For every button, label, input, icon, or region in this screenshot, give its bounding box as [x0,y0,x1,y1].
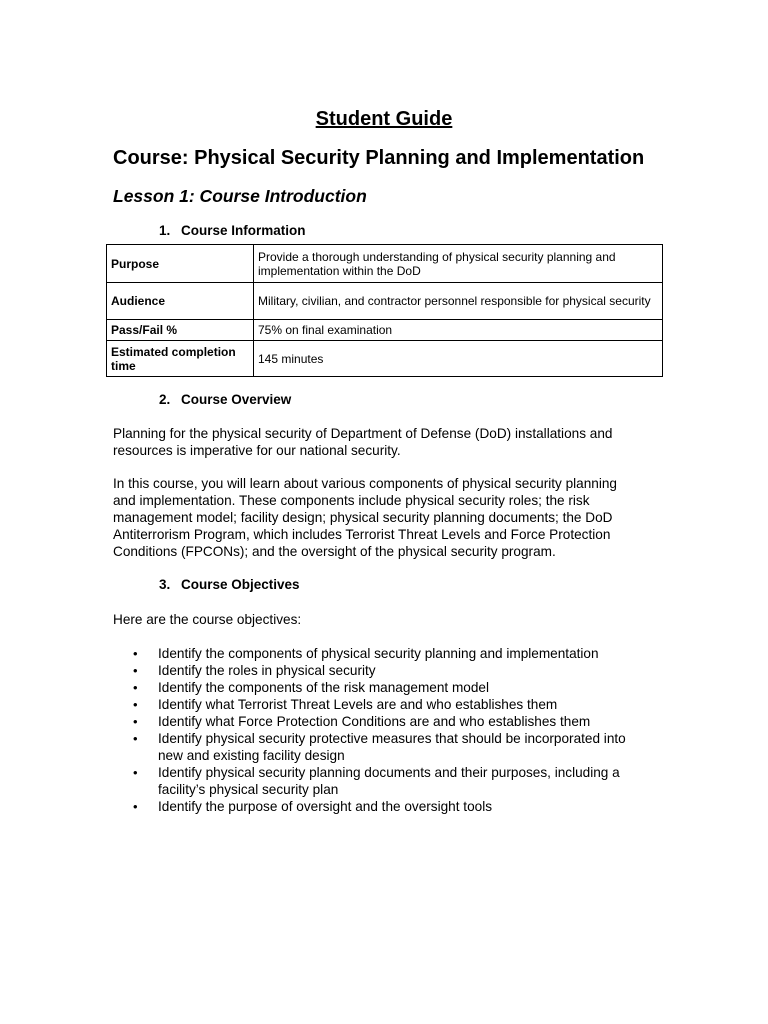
table-cell-label: Purpose [107,245,254,283]
list-item-text: Identify what Force Protection Conditions are and who establishes them [158,714,591,729]
bullet-icon: • [133,663,138,678]
list-item-text: Identify the purpose of oversight and the oversight tools [158,799,493,814]
section-heading-course-information [159,223,306,238]
section-title: Course Objectives [181,577,300,592]
list-item-text: Identify what Terrorist Threat Levels are and who establishes them [158,697,558,712]
list-item [113,730,643,764]
overview-paragraph-2: In this course, you will learn about various components of physical security planning and implementation. These components include physical security roles; the risk management model; facility design; physical security planning documents; the DoD Antiterrorism Program, which includes Terrorist Threat Levels and Force Protection Conditions (FPCONs); and the oversight of the physical security program. [113,476,617,559]
section-heading-course-objectives [159,577,300,592]
objectives-intro: Here are the course objectives: [113,612,302,627]
table-row [107,320,663,341]
list-item-text: Identify the components of physical security planning and implementation [158,646,599,661]
list-item [113,696,643,713]
bullet-icon: • [133,680,138,695]
table-row [107,283,663,320]
list-item-text: Identify physical security protective measures that should be incorporated into new and existing facility design [158,731,626,763]
list-item-text: Identify physical security planning documents and their purposes, including a facility’s physical security plan [158,765,620,797]
table-cell-label: Audience [107,283,254,320]
section-title: Course Overview [181,392,292,407]
overview-paragraph-1: Planning for the physical security of Department of Defense (DoD) installations and resources is imperative for our national security. [113,426,613,458]
section-number: 1. [159,223,171,238]
bullet-icon: • [133,731,138,746]
course-title: Course: Physical Security Planning and Implementation [113,147,645,169]
list-item [113,662,643,679]
section-heading-course-overview [159,392,291,407]
table-cell-value: Military, civilian, and contractor personnel responsible for physical security [254,283,663,320]
section-title: Course Information [181,223,306,238]
course-info-table [106,244,663,377]
list-item [113,798,643,815]
objectives-list [113,645,643,815]
table-cell-value: Provide a thorough understanding of physical security planning and implementation within the DoD [254,245,663,283]
bullet-icon: • [133,765,138,780]
lesson-title: Lesson 1: Course Introduction [113,186,367,206]
table-row [107,341,663,377]
list-item [113,645,643,662]
bullet-icon: • [133,697,138,712]
list-item-text: Identify the components of the risk management model [158,680,489,695]
bullet-icon: • [133,799,138,814]
table-cell-label: Estimated completion time [107,341,254,377]
table-cell-label: Pass/Fail % [107,320,254,341]
section-number: 2. [159,392,171,407]
bullet-icon: • [133,714,138,729]
list-item [113,764,643,798]
guide-title: Student Guide [315,108,453,130]
bullet-icon: • [133,646,138,661]
section-number: 3. [159,577,171,592]
table-row [107,245,663,283]
table-cell-value: 145 minutes [254,341,663,377]
list-item-text: Identify the roles in physical security [158,663,376,678]
list-item [113,679,643,696]
table-cell-value: 75% on final examination [254,320,663,341]
list-item [113,713,643,730]
